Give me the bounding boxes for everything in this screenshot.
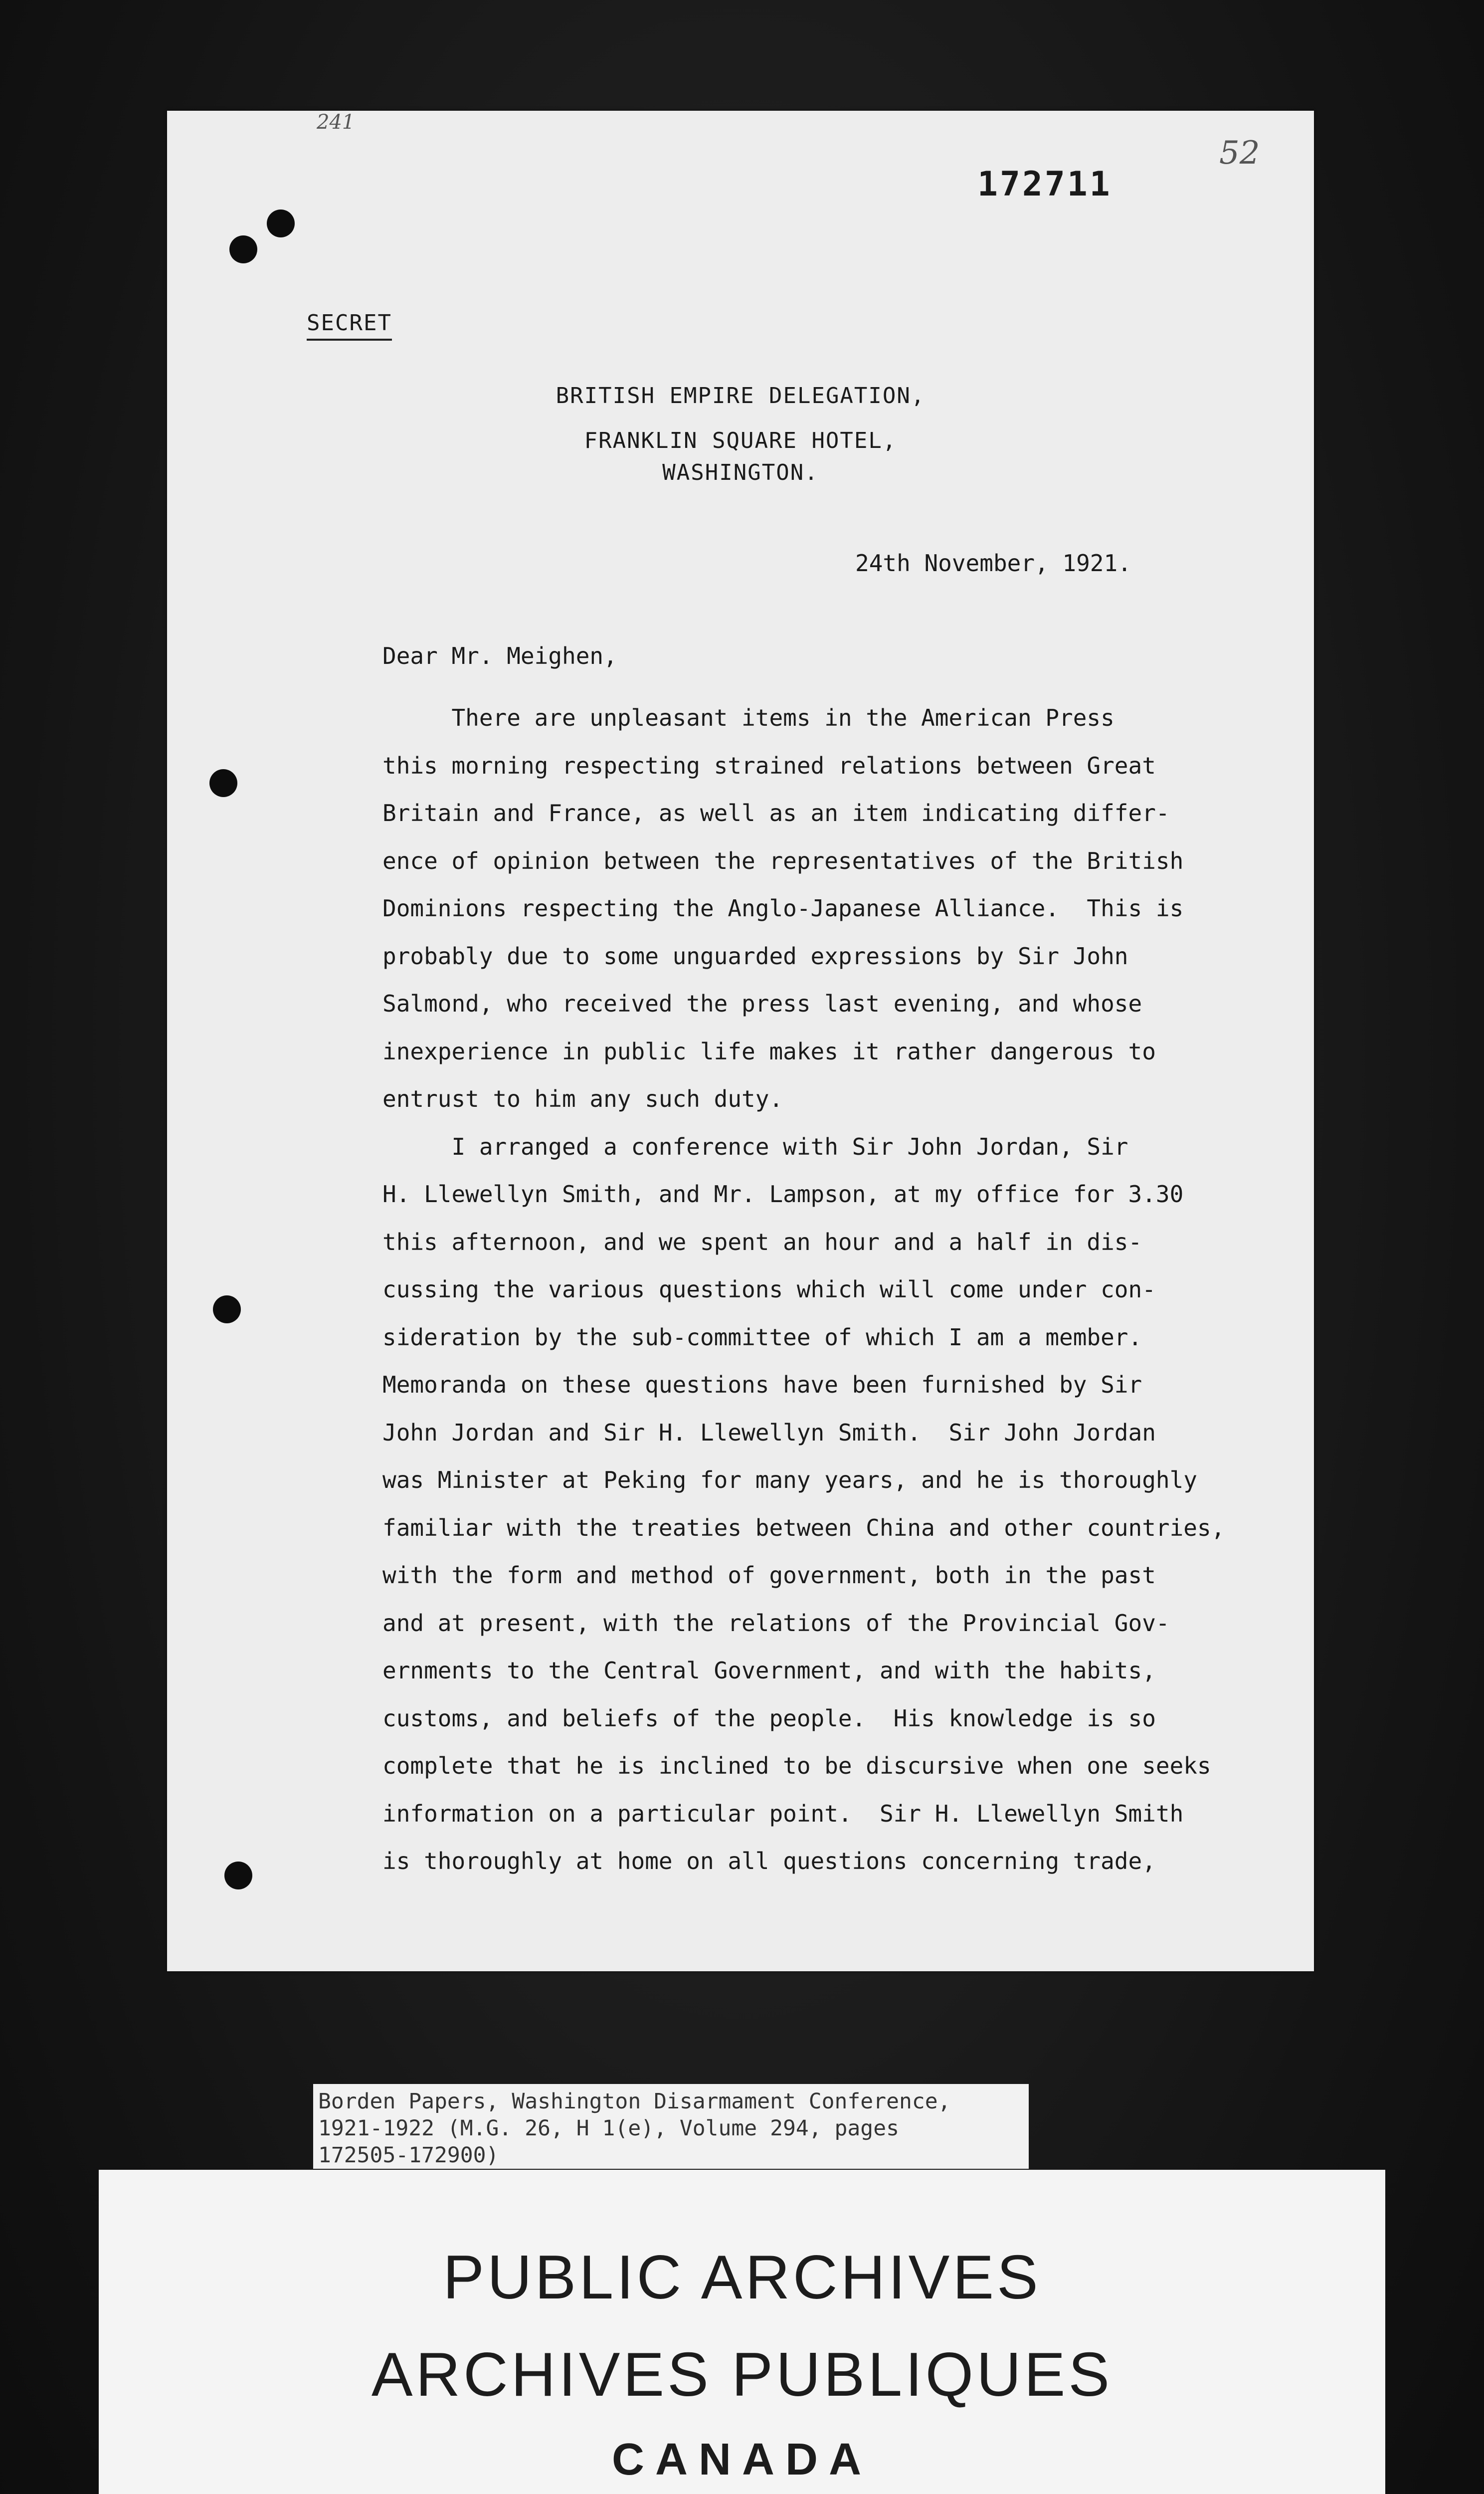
body-line: this morning respecting strained relations between Great bbox=[382, 752, 1156, 779]
salutation: Dear Mr. Meighen, bbox=[382, 642, 617, 669]
body-line: entrust to him any such duty. bbox=[382, 1085, 783, 1112]
body-line: H. Llewellyn Smith, and Mr. Lampson, at my office for 3.30 bbox=[382, 1181, 1184, 1208]
archive-banner bbox=[99, 2170, 1385, 2494]
banner-line-country: CANADA bbox=[612, 2435, 872, 2485]
body-line: ence of opinion between the representatives of the British bbox=[382, 847, 1184, 874]
punch-hole bbox=[229, 235, 257, 263]
classification-label: SECRET bbox=[307, 310, 392, 341]
document-number: 172711 bbox=[977, 165, 1112, 204]
body-line: customs, and beliefs of the people. His knowledge is so bbox=[382, 1704, 1156, 1732]
letterhead-line-3: WASHINGTON. bbox=[662, 460, 819, 485]
punch-hole bbox=[209, 769, 237, 797]
reference-line: 1921-1922 (M.G. 26, H 1(e), Volume 294, pages bbox=[318, 2116, 899, 2141]
banner-line-french: ARCHIVES PUBLIQUES bbox=[371, 2340, 1113, 2409]
body-line: cussing the various questions which will come under con- bbox=[382, 1276, 1156, 1303]
letter-body bbox=[382, 694, 1290, 1885]
letterhead-line-2: FRANKLIN SQUARE HOTEL, bbox=[584, 428, 897, 453]
reference-label bbox=[313, 2084, 1029, 2169]
page-number: 52 bbox=[1219, 135, 1260, 172]
body-line: ernments to the Central Government, and with the habits, bbox=[382, 1657, 1156, 1684]
body-line: information on a particular point. Sir H. Llewellyn Smith bbox=[382, 1800, 1184, 1827]
body-line: Salmond, who received the press last evening, and whose bbox=[382, 990, 1142, 1017]
body-line: Dominions respecting the Anglo-Japanese Alliance. This is bbox=[382, 895, 1184, 922]
body-line: probably due to some unguarded expressions by Sir John bbox=[382, 942, 1128, 970]
punch-hole bbox=[267, 209, 295, 237]
punch-hole bbox=[213, 1295, 241, 1323]
letter-date: 24th November, 1921. bbox=[855, 550, 1131, 577]
body-line: I arranged a conference with Sir John Jordan, Sir bbox=[382, 1133, 1128, 1160]
body-line: Memoranda on these questions have been furnished by Sir bbox=[382, 1371, 1142, 1398]
body-line: inexperience in public life makes it rather dangerous to bbox=[382, 1038, 1156, 1065]
body-line: Britain and France, as well as an item indicating differ- bbox=[382, 800, 1170, 827]
body-line: sideration by the sub-committee of which I am a member. bbox=[382, 1323, 1142, 1351]
body-line: is thoroughly at home on all questions concerning trade, bbox=[382, 1848, 1156, 1874]
body-line: was Minister at Peking for many years, and he is thoroughly bbox=[382, 1466, 1197, 1493]
letterhead-line-1: BRITISH EMPIRE DELEGATION, bbox=[556, 383, 926, 409]
body-line: John Jordan and Sir H. Llewellyn Smith. Sir John Jordan bbox=[382, 1419, 1156, 1446]
punch-hole bbox=[224, 1862, 252, 1889]
banner-line-english: PUBLIC ARCHIVES bbox=[443, 2243, 1041, 2312]
body-line: complete that he is inclined to be discursive when one seeks bbox=[382, 1752, 1211, 1779]
reference-line: 172505-172900) bbox=[318, 2143, 499, 2168]
body-line: with the form and method of government, both in the past bbox=[382, 1562, 1156, 1589]
pencil-annotation: 241 bbox=[317, 111, 355, 134]
body-line: this afternoon, and we spent an hour and a half in dis- bbox=[382, 1228, 1142, 1255]
body-line: familiar with the treaties between China and other countries, bbox=[382, 1514, 1225, 1541]
reference-line: Borden Papers, Washington Disarmament Conference, bbox=[318, 2089, 951, 2114]
body-line: There are unpleasant items in the American Press bbox=[382, 704, 1114, 731]
body-line: and at present, with the relations of the Provincial Gov- bbox=[382, 1609, 1170, 1637]
letter-page bbox=[167, 111, 1314, 1971]
